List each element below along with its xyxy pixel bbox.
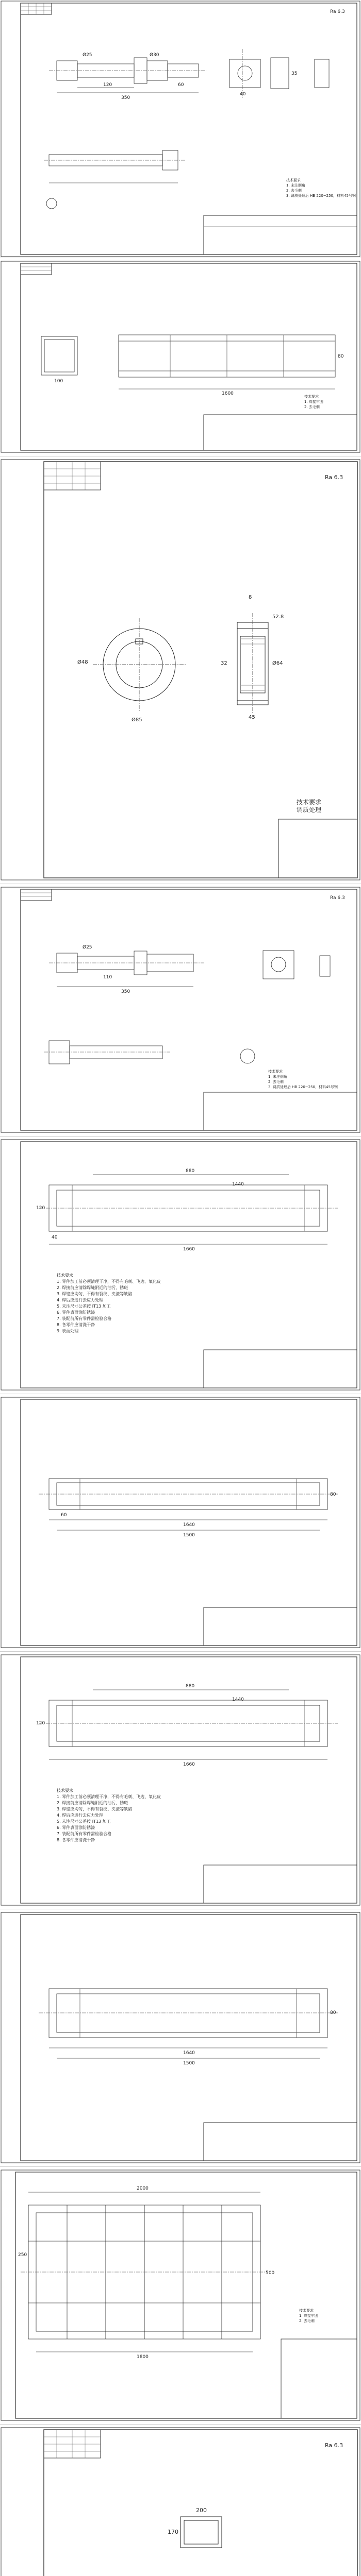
sheet-divider	[0, 2424, 361, 2425]
tech-notes	[299, 2308, 318, 2324]
note-line: 9. 表面处理	[57, 1329, 79, 1333]
note-line: 2. 去毛刺	[268, 1080, 284, 1084]
dim-overall: 1640	[183, 1522, 195, 1528]
title-block	[204, 1350, 357, 1388]
tech-notes	[286, 178, 356, 198]
drawing-sheet-10	[0, 2427, 361, 2576]
dim-left: 40	[52, 1235, 58, 1240]
note-line: 1. 未注倒角	[268, 1075, 287, 1079]
drawing-sheet-9	[0, 2169, 361, 2421]
roughness-symbol: Ra 6.3	[325, 2442, 343, 2449]
tech-notes	[57, 1788, 161, 1843]
note-line: 2. 焊接前应清除焊缝附近的油污、锈斑	[57, 1801, 128, 1805]
note-line: 1. 零件加工前必须清理干净，不得有毛刺、飞边、氧化皮	[57, 1794, 161, 1799]
note-line: 7. 装配前所有零件需检验合格	[57, 1316, 112, 1321]
title-stamp	[44, 462, 101, 490]
dim-overall: 1660	[183, 1247, 195, 1252]
dim-overall: 350	[121, 95, 130, 100]
frame-end-view	[41, 336, 77, 375]
shaft-side-view	[229, 49, 289, 98]
note-line: 6. 零件表面涂防锈漆	[57, 1825, 95, 1830]
dim-left-w: 100	[54, 379, 63, 384]
note-line: 2. 去毛刺	[304, 405, 320, 409]
note-line: 1. 零件加工前必须清理干净，不得有毛刺、飞边、氧化皮	[57, 1279, 161, 1284]
sheet-1-drawing	[0, 0, 361, 258]
sheet-divider	[0, 2166, 361, 2167]
note-line: 3. 调质处理后 HB 220~250，材料45号钢	[286, 194, 356, 198]
dim-overall: 1660	[183, 1762, 195, 1767]
beam-view	[39, 1175, 338, 1244]
title-block	[204, 415, 357, 450]
title-block	[204, 215, 357, 255]
sheet-8-drawing	[0, 1911, 361, 2164]
dim-od2: Ø64	[272, 660, 283, 666]
sheet-10-drawing	[0, 2427, 361, 2576]
dim-dia-a: Ø25	[83, 53, 92, 58]
tech-notes	[304, 394, 323, 410]
dim-bore: Ø48	[77, 659, 88, 665]
dim-overall: 1600	[222, 391, 234, 396]
dim-span: 880	[186, 1684, 195, 1689]
frame-long-view	[119, 335, 335, 389]
dim-overall: 1640	[183, 2050, 195, 2056]
note-line: 3. 焊缝应均匀，不得有裂纹、夹渣等缺陷	[57, 1292, 133, 1296]
note-line: 4. 焊后应进行去应力处理	[57, 1298, 104, 1302]
sheet-7-drawing	[0, 1654, 361, 1906]
dim-left: 60	[61, 1513, 67, 1518]
dim-hub-len: 32	[221, 660, 227, 666]
sheet-4-drawing	[0, 886, 361, 1133]
title-block	[204, 1092, 357, 1130]
dim-side-w: 40	[240, 92, 246, 97]
drawing-sheet-3	[0, 459, 361, 881]
drawing-sheet-6	[0, 1396, 361, 1649]
gear-front-view	[93, 618, 186, 711]
title-stamp	[44, 2430, 101, 2458]
dim-span: 1800	[137, 2354, 149, 2360]
dim-outer: Ø85	[132, 717, 142, 723]
note-line: 1. 焊接牢固	[304, 400, 323, 404]
note-line: 3. 调质处理后 HB 220~250，材料45号钢	[268, 1085, 338, 1089]
dim-segment-a: 120	[103, 82, 112, 88]
drawing-sheet-1	[0, 0, 361, 258]
shaft-lower-view	[44, 150, 186, 209]
dim-span: 880	[186, 1168, 195, 1174]
dim-overall: 2000	[137, 2186, 149, 2191]
dim-segment-b: 60	[178, 82, 184, 88]
note-line: 5. 未注尺寸公差按 IT13 加工	[57, 1304, 111, 1309]
gear-section-view	[237, 613, 268, 714]
notes-title: 技术要求	[268, 1070, 283, 1074]
dim-inner: 1500	[183, 2061, 195, 2066]
drawing-sheet-8	[0, 1911, 361, 2164]
note-line: 2. 去毛刺	[299, 2319, 315, 2323]
dim-top-w: 200	[196, 2507, 207, 2514]
dim-side-h: 35	[291, 71, 298, 76]
tech-notes	[268, 1069, 338, 1090]
title-block	[204, 1865, 357, 1903]
dim-height: 500	[266, 2270, 275, 2276]
dim-inner: 1500	[183, 1533, 195, 1538]
dim-height: 120	[36, 1206, 45, 1211]
drawing-sheet-7	[0, 1654, 361, 1906]
frame-assembly-view	[21, 2192, 268, 2352]
title-block	[204, 1607, 357, 1646]
tube-section-view	[180, 2517, 222, 2548]
shaft-side-view	[263, 951, 330, 979]
note-line: 8. 各零件应清洗干净	[57, 1323, 95, 1327]
dim-height: 120	[36, 1721, 45, 1726]
note-line: 2. 去毛刺	[286, 189, 302, 193]
shaft-lower-view	[44, 1041, 255, 1064]
drawing-sheet-2	[0, 260, 361, 453]
beam-view	[39, 1690, 338, 1759]
note-line: 4. 焊后应进行去应力处理	[57, 1813, 104, 1818]
dim-hub-w: 8	[249, 595, 252, 600]
note-line: 2. 焊接前应清除焊缝附近的油污、锈斑	[57, 1285, 128, 1290]
dim-dia-b: Ø30	[150, 53, 159, 58]
sheet-divider	[0, 1651, 361, 1652]
roughness-symbol: Ra 6.3	[330, 9, 345, 14]
notes-title: 技术要求	[57, 1788, 73, 1793]
dim-height: 80	[330, 1492, 336, 1497]
shaft-view	[49, 951, 204, 987]
title-stamp	[21, 889, 52, 901]
sheet-9-drawing	[0, 2169, 361, 2421]
title-stamp	[21, 3, 52, 14]
dim-side: 250	[18, 2252, 27, 2258]
note-line: 3. 焊缝应均匀，不得有裂纹、夹渣等缺陷	[57, 1807, 133, 1811]
sheet-2-drawing	[0, 260, 361, 453]
notes-title: 技术要求	[297, 799, 322, 806]
sheet-divider	[0, 1136, 361, 1137]
roughness-symbol: Ra 6.3	[330, 895, 345, 901]
sheet-5-drawing	[0, 1139, 361, 1391]
notes-title: 技术要求	[299, 2309, 314, 2313]
notes-title: 技术要求	[286, 178, 301, 182]
dim-height: 80	[330, 2010, 336, 2015]
dim-segment-a: 110	[103, 975, 112, 980]
tech-notes	[297, 799, 321, 814]
dim-inner: 1440	[232, 1182, 244, 1187]
notes-title: 技术要求	[304, 395, 319, 399]
dim-dia-a: Ø25	[83, 945, 92, 950]
title-block	[281, 2339, 357, 2418]
beam-view	[39, 1989, 338, 2058]
note-line: 调质处理	[297, 806, 322, 814]
dim-top-h: 170	[168, 2529, 178, 2535]
roughness-symbol: Ra 6.3	[325, 474, 343, 481]
sheet-6-drawing	[0, 1396, 361, 1649]
dim-face-w: 45	[249, 715, 255, 720]
notes-title: 技术要求	[57, 1273, 73, 1278]
tech-notes	[57, 1273, 161, 1334]
note-line: 7. 装配前所有零件需检验合格	[57, 1832, 112, 1836]
title-block	[204, 2123, 357, 2161]
drawing-sheet-4	[0, 886, 361, 1133]
dim-inner: 1440	[232, 1697, 244, 1702]
note-line: 1. 焊接牢固	[299, 2314, 318, 2318]
title-stamp	[21, 263, 52, 275]
detail-view	[315, 59, 329, 88]
sheet-3-drawing	[0, 459, 361, 881]
note-line: 1. 未注倒角	[286, 183, 305, 188]
dim-key-h: 52.8	[272, 614, 284, 620]
note-line: 8. 各零件应清洗干净	[57, 1838, 95, 1842]
title-block	[278, 819, 357, 878]
dim-height: 80	[338, 354, 344, 359]
drawing-sheet-5	[0, 1139, 361, 1391]
dim-overall: 350	[121, 989, 130, 994]
note-line: 5. 未注尺寸公差按 IT13 加工	[57, 1819, 111, 1824]
note-line: 6. 零件表面涂防锈漆	[57, 1310, 95, 1315]
